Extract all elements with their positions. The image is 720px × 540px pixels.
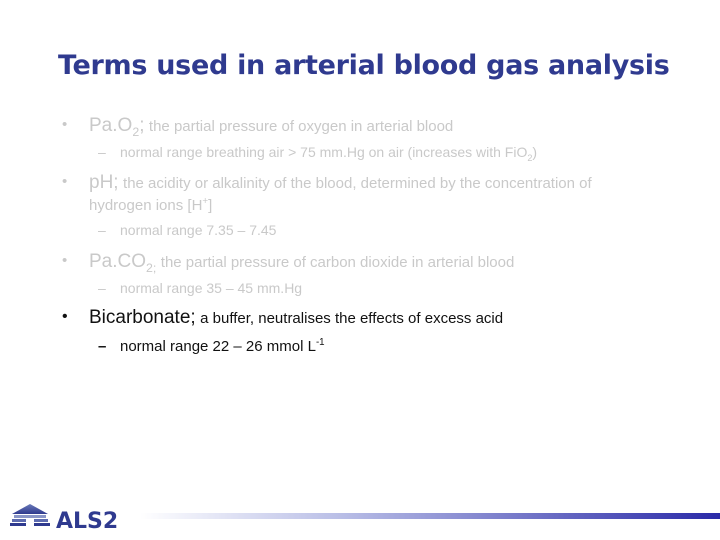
- dash-icon: –: [98, 280, 106, 296]
- sub-ph-range: – normal range 7.35 – 7.45: [98, 222, 277, 238]
- term-bicarbonate: Bicarbonate;: [89, 307, 196, 328]
- slide-title: Terms used in arterial blood gas analysis: [58, 50, 670, 81]
- dash-icon: –: [98, 144, 106, 160]
- desc-ph: the acidity or alkalinity of the blood, determined by the concentration of: [123, 175, 592, 192]
- dash-icon: –: [98, 222, 106, 238]
- sub-bicarbonate-range: – normal range 22 – 26 mmol $L^{-1}$: [98, 337, 325, 355]
- desc-pao2: the partial pressure of oxygen in arterial blood: [148, 118, 454, 135]
- term-pao2: $Pa.O_2$;: [89, 115, 145, 139]
- logo-text: ALS2: [56, 509, 119, 532]
- desc-ph-line2: hydrogen ions [H+]: [89, 196, 213, 214]
- desc-bicarbonate: a buffer, neutralises the effects of excess acid: [200, 310, 504, 327]
- term-ph: pH;: [89, 172, 119, 193]
- sub-paco2-range: – normal range 35 – 45 mm.Hg: [98, 280, 303, 296]
- desc-paco2: the partial pressure of carbon dioxide in arterial blood: [160, 254, 515, 271]
- als2-logo-icon: [8, 500, 128, 532]
- dash-icon: –: [98, 338, 107, 355]
- bullet-dot-icon: •: [62, 173, 68, 190]
- footer-divider: [140, 513, 720, 519]
- sub-pao2-range: – normal range breathing air > 75 mm.Hg on air (increases with FiO$_2$): [98, 144, 538, 163]
- bullet-dot-icon: •: [62, 116, 68, 133]
- bullet-dot-icon: •: [62, 308, 68, 325]
- bullet-dot-icon: •: [62, 252, 68, 269]
- term-paco2: $Pa.CO_{2;}$: [89, 251, 157, 275]
